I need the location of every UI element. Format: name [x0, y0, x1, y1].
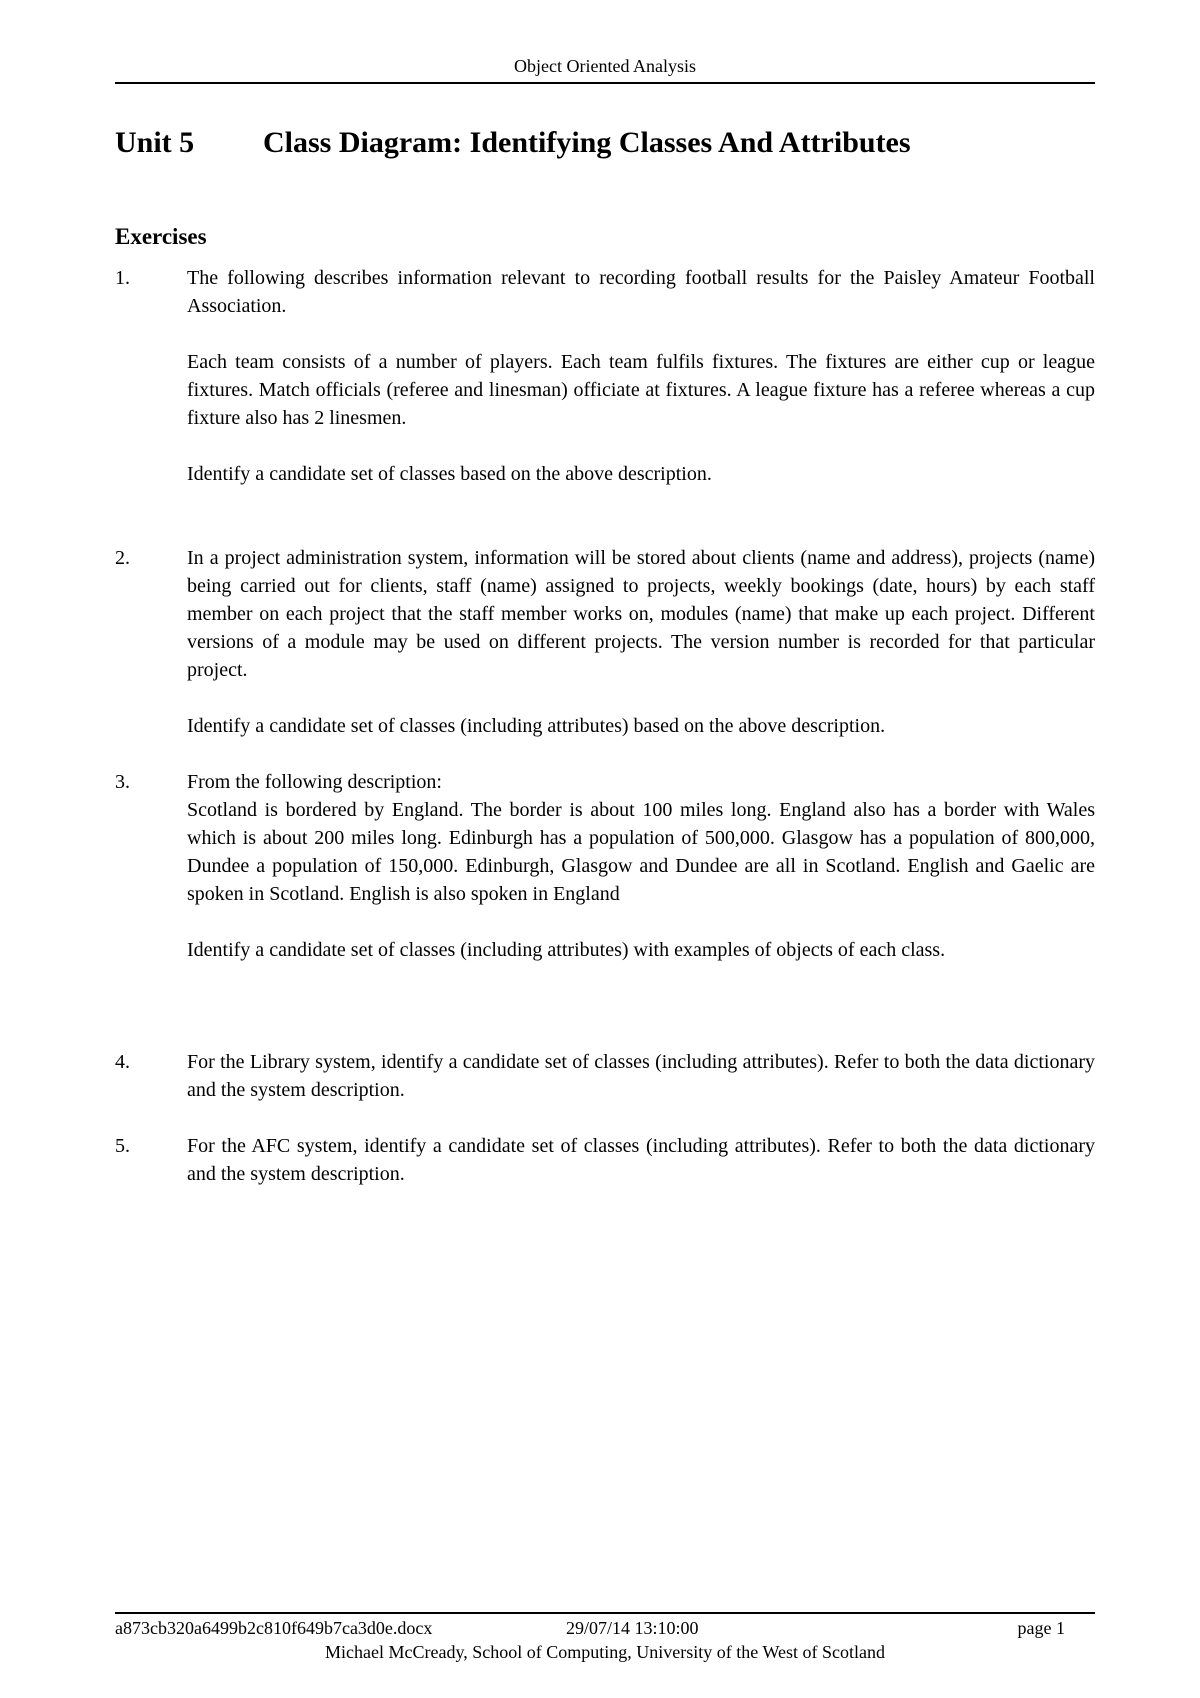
footer-author: Michael McCready, School of Computing, University of the West of Scotland [325, 1642, 885, 1662]
exercise-item-2 [115, 544, 1095, 740]
exercise-intro: From the following description: [187, 771, 442, 793]
exercise-number: 3. [115, 771, 130, 793]
footer-datetime: 29/07/14 13:10:00 [566, 1618, 699, 1638]
footer-page-number: page 1 [1017, 1618, 1065, 1638]
footer [115, 1618, 1095, 1642]
exercise-task: Identify a candidate set of classes (including attributes) with examples of objects of each class. [187, 939, 946, 961]
exercise-number: 5. [115, 1135, 130, 1157]
unit-heading: Class Diagram: Identifying Classes And Attributes [263, 126, 911, 159]
exercise-number: 2. [115, 547, 130, 569]
exercise-intro: For the AFC system, identify a candidate set of classes (including attributes). Refer to both the data dictionary and the system description. [187, 1135, 1095, 1185]
header-divider [115, 82, 1095, 84]
exercise-item-4 [115, 1048, 1095, 1104]
exercise-intro: In a project administration system, information will be stored about clients (name and address), projects (name) being carried out for clients, staff (name) assigned to projects, weekly bookings (date, hours) by each staff member on each project that the staff member works on, modules (name) that make up each project. Different versions of a module may be used on different projects. The version number is recorded for that particular project. [187, 547, 1095, 681]
exercise-number: 4. [115, 1051, 130, 1073]
exercise-item-5 [115, 1132, 1095, 1188]
exercise-description: Scotland is bordered by England. The border is about 100 miles long. England also has a border with Wales which is about 200 miles long. Edinburgh has a population of 500,000. Glasgow has a population of 800,000, Dundee a population of 150,000. Edinburgh, Glasgow and Dundee are all in Scotland. English and Gaelic are spoken in Scotland. English is also spoken in England [187, 799, 1095, 905]
exercise-intro: The following describes information relevant to recording football results for the Paisley Amateur Football Association. [187, 267, 1095, 317]
unit-number: Unit 5 [115, 126, 195, 159]
section-heading: Exercises [115, 224, 207, 249]
page-header-title: Object Oriented Analysis [514, 56, 696, 76]
exercise-task: Identify a candidate set of classes (including attributes) based on the above description. [187, 715, 886, 737]
unit-title [115, 126, 1115, 160]
exercise-task: Identify a candidate set of classes based on the above description. [187, 463, 712, 485]
footer-divider [115, 1612, 1095, 1614]
exercise-description: Each team consists of a number of players. Each team fulfils fixtures. The fixtures are either cup or league fixtures. Match officials (referee and linesman) officiate at fixtures. A league fixture has a referee whereas a cup fixture also has 2 linesmen. [187, 351, 1095, 429]
exercise-item-3 [115, 768, 1095, 964]
exercise-item-1 [115, 264, 1095, 488]
exercise-intro: For the Library system, identify a candidate set of classes (including attributes). Refer to both the data dictionary and the system description. [187, 1051, 1095, 1101]
footer-filename: a873cb320a6499b2c810f649b7ca3d0e.docx [115, 1618, 433, 1638]
exercise-number: 1. [115, 267, 130, 289]
